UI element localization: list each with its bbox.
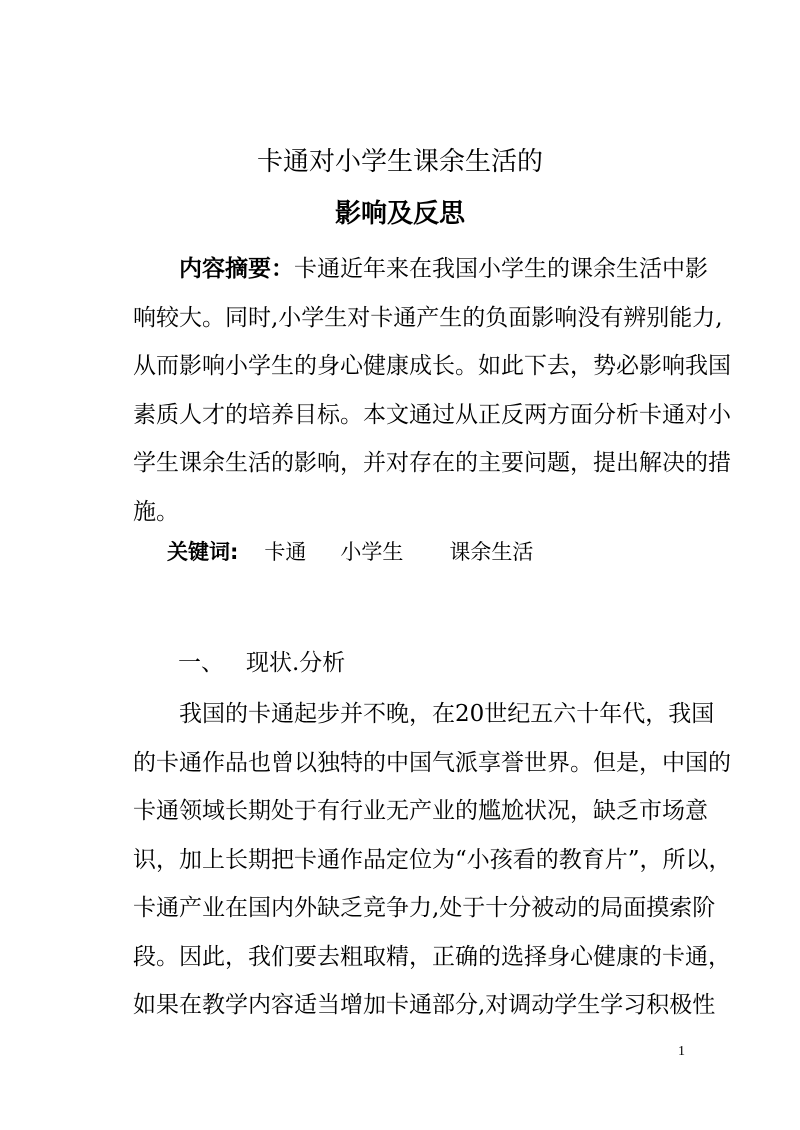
page-number: 1 [678, 1044, 685, 1059]
section-1-paragraph [133, 690, 732, 1030]
section-1-heading [178, 643, 345, 683]
body-line-3: 卡通领域长期处于有行业无产业的尴尬状况，缺乏市场意 [133, 798, 708, 824]
body-line-1: 我国的卡通起步并不晚，在20世纪五六十年代，我国 [179, 701, 715, 727]
keyword-item: 小学生 [340, 540, 404, 564]
section-1-number: 一、 [178, 650, 224, 676]
body-line-7: 如果在教学内容适当增加卡通部分,对调动学生学习积极性 [133, 992, 716, 1018]
abstract-text-1: 卡通近年来在我国小学生的课余生活中影 [294, 256, 708, 282]
body-line-6: 段。因此，我们要去粗取精，正确的选择身心健康的卡通， [133, 943, 731, 970]
title-line-2: 影响及反思 [334, 199, 465, 229]
abstract-line-3: 从而影响小学生的身心健康成长。如此下去，势必影响我国 [133, 353, 731, 379]
abstract-line-1 [133, 245, 708, 294]
abstract-paragraph [133, 245, 731, 536]
abstract-line-5: 学生课余生活的影响，并对存在的主要问题，提出解决的措 [133, 450, 731, 476]
title-line-1: 卡通对小学生课余生活的 [256, 147, 543, 177]
abstract-label: 内容摘要： [179, 256, 294, 282]
keyword-item: 课余生活 [449, 540, 534, 564]
keywords-row [167, 532, 567, 572]
body-line-4: 识，加上长期把卡通作品定位为“小孩看的教育片”，所以， [133, 846, 732, 873]
section-1-title: 现状.分析 [246, 650, 346, 676]
body-line-5: 卡通产业在国内外缺乏竞争力,处于十分被动的局面摸索阶 [133, 895, 716, 921]
keyword-item: 卡通 [264, 540, 307, 564]
body-line-2: 的卡通作品也曾以独特的中国气派享誉世界。但是，中国的 [133, 749, 731, 776]
abstract-line-6: 施。 [133, 498, 179, 525]
abstract-line-4: 素质人才的培养目标。本文通过从正反两方面分析卡通对小 [133, 401, 731, 428]
abstract-line-2: 响较大。同时,小学生对卡通产生的负面影响没有辨别能力, [133, 304, 723, 331]
keywords-label: 关键词: [167, 540, 239, 564]
